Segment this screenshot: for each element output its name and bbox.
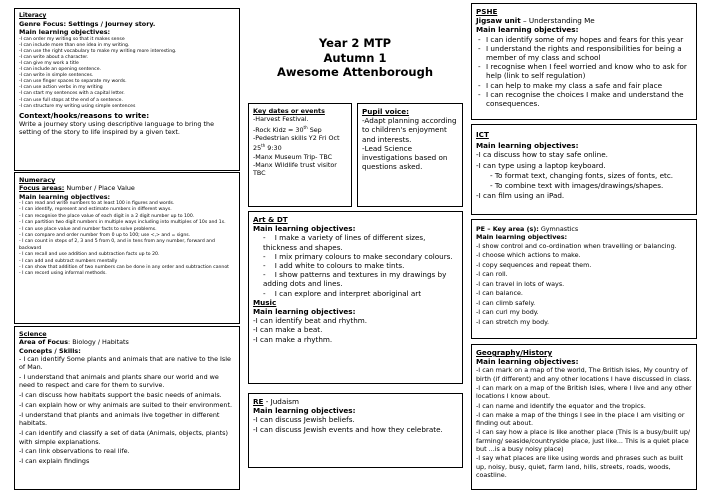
pshe-objective: - I recognise when I feel worried and know who to ask for help (link to self regulation) — [478, 62, 687, 81]
literacy-objective: -I can order my writing so that it makes sense — [19, 36, 125, 42]
numeracy-box — [14, 172, 240, 324]
pshe-objective: - I understand the rights and responsibilities for being a member of my class and school — [478, 43, 682, 63]
literacy-heading: Literacy — [19, 12, 47, 19]
art-heading: Art & DT — [253, 215, 288, 224]
geography-objective: -I can make a map of the things I see in the place I am visiting or finding out about. — [476, 410, 685, 428]
ict-heading: ICT — [476, 130, 489, 139]
pe-heading-suffix: Gymnastics — [538, 225, 579, 233]
numeracy-objective: - I can read and write numbers to at least 100 in figures and words. — [19, 200, 175, 206]
art-objective: - I add white to colours to make tints. — [263, 261, 405, 271]
science-heading: Science — [19, 330, 47, 338]
title-term: Autumn 1 — [323, 50, 387, 65]
re-heading-suffix: - Judaism — [263, 397, 300, 406]
pe-heading: PE – Key area (s): — [476, 225, 539, 233]
re-objective: -I can discuss Jewish events and how they celebrate. — [253, 424, 443, 434]
pe-objective: -I can balance. — [476, 289, 523, 298]
ict-objective: -I can film using an iPad. — [476, 191, 565, 201]
art-objective: - I can explore and interpret aboriginal art — [263, 288, 422, 298]
ict-objective: - To combine text with images/drawings/shapes. — [490, 181, 664, 191]
science-box — [14, 326, 240, 490]
geography-objective: -I can name and identify the equator and the tropics. — [476, 401, 646, 410]
numeracy-objective: - I can use place value and number facts to solve problems. — [19, 226, 157, 232]
geography-objective: -I can mark on a map of the British Isles, where I live and any other locations I know about. — [476, 384, 692, 401]
ict-objective: -I can type using a laptop keyboard. — [476, 160, 606, 170]
literacy-objective: -I can start my sentences with a capital letter. — [19, 91, 125, 97]
literacy-objective: -I can use finger spaces to separate my words. — [19, 79, 127, 85]
pe-objective: -I can stretch my body. — [476, 317, 550, 326]
pe-box — [471, 219, 697, 339]
numeracy-objective: - I can recall and use addition and subtraction facts up to 20. — [19, 252, 160, 258]
science-objective: -I can explain findings — [19, 457, 90, 466]
literacy-genre: Genre Focus: Settings / Journey story. — [19, 20, 156, 28]
science-objective: -I can link observations to real life. — [19, 447, 130, 456]
art-objectives-heading: Main learning objectives: — [253, 224, 356, 234]
art-objective: - I make a variety of lines of different sizes, thickness and shapes. — [263, 233, 426, 252]
pshe-unit-label: Jigsaw unit — [476, 16, 521, 26]
science-area-value: : Biology / Habitats — [68, 338, 129, 347]
pe-objective: -I can roll. — [476, 270, 508, 279]
science-objective: - I can identify Some plants and animals that are native to the Isle of Man. — [19, 354, 231, 372]
music-heading: Music — [253, 297, 277, 307]
numeracy-objective: - I can recognise the place value of each digit in a 2 digit number up to 100. — [19, 213, 195, 219]
pshe-heading: PSHE — [476, 7, 498, 16]
music-objective: -I can make a rhythm. — [253, 334, 333, 344]
literacy-context-text: Write a journey story using descriptive language to bring the setting of the story to life inspired by a given text. — [19, 119, 215, 137]
title-year: Year 2 MTP — [318, 36, 392, 50]
science-objective: - I understand that animals and plants share our world and we need to respect and care for them to survive. — [19, 373, 219, 390]
pupil-voice-heading: Pupil voice: — [362, 107, 410, 116]
pupil-voice-box — [357, 103, 463, 207]
numeracy-objective: - I can record using informal methods. — [19, 271, 107, 277]
numeracy-objective: - I can count in steps of 2, 3 and 5 from 0, and in tens from any number, forward and backward — [19, 239, 215, 251]
geography-objective: -I say what places are like using words and phrases such as built up, noisy, busy, quiet, farm land, hills, streets, roads, woods, coastline. — [476, 454, 684, 479]
literacy-objective: -I can write about a character. — [19, 54, 89, 60]
art-objective: - I mix primary colours to make secondary colours. — [263, 251, 453, 261]
re-heading: RE — [253, 397, 264, 406]
dates-item: -Harvest Festival. -Rock Kidz = 30th Sep -Pedestrian skills Y2 Fri Oct 25th 9:30 -Manx Museum Trip- TBC -Manx Wildlife trust visitor TBC — [253, 115, 340, 178]
pshe-objective: - I can help to make my class a safe and fair place — [478, 80, 662, 90]
numeracy-objective: - I can show that addition of two numbers can be done in any order and subtraction cannot — [19, 264, 229, 270]
science-objective: -I can identify and classify a set of data (Animals, objects, plants) with simple explanations. — [19, 429, 228, 446]
pe-objective: -I can curl my body. — [476, 308, 539, 317]
art-objective: - I show patterns and textures in my drawings by adding dots and lines. — [263, 270, 447, 289]
pshe-objective: - I can recognise the choices I make and understand the consequences. — [478, 89, 684, 109]
re-objective: -I can discuss Jewish beliefs. — [253, 415, 355, 425]
music-objective: -I can identify beat and rhythm. — [253, 316, 368, 326]
literacy-objective: -I can structure my writing using simple sentences — [19, 103, 136, 109]
geography-heading: Geography/History — [476, 348, 553, 357]
ict-objective: -I ca discuss how to stay safe online. — [476, 150, 608, 160]
literacy-box — [14, 8, 240, 171]
pupil-voice-item: -Adapt planning according to children's enjoyment and interests. — [362, 116, 457, 144]
literacy-objective: -I can include more than one idea in my writing. — [19, 42, 130, 48]
numeracy-objective: - I can add and subtract numbers mentally — [19, 258, 118, 264]
geography-objectives-heading: Main learning objectives: — [476, 357, 579, 367]
literacy-objective: -I can give my work a title — [19, 60, 79, 66]
pshe-objective: - I can identify some of my hopes and fears for this year — [478, 34, 684, 44]
literacy-objective: -I can include an opening sentence. — [19, 67, 101, 73]
pe-objectives-heading: Main learning objectives: — [476, 233, 568, 242]
geography-objective: -I can say how a place is like another place (This is a busy/built up/ farming/ seaside/countryside place, just like... This is a quiet place but ...is a busy noisy place) — [476, 428, 691, 454]
dates-heading: Key dates or events — [253, 107, 325, 115]
literacy-objective: -I can use the right vocabulary to make my writing more interesting. — [19, 48, 177, 54]
numeracy-objective: - I can partition two digit numbers in multiple ways including into multiples of 10s and 1s. — [19, 220, 226, 226]
pe-objective: -I can travel in lots of ways. — [476, 279, 565, 288]
dates-box — [248, 103, 352, 207]
pshe-objectives-heading: Main learning objectives: — [476, 25, 579, 35]
geography-box — [471, 344, 697, 490]
literacy-objectives-heading: Main learning objectives: — [19, 28, 111, 37]
literacy-context-heading: Context/hooks/reasons to write: — [19, 110, 150, 120]
literacy-objective: -I can write in simple sentences. — [19, 73, 94, 79]
science-objective: -I can discuss how habitats support the basic needs of animals. — [19, 391, 222, 400]
ict-objective: - To format text, changing fonts, sizes of fonts, etc. — [490, 170, 674, 180]
numeracy-focus-value: Number / Place Value — [64, 184, 135, 193]
numeracy-objective: - I can compare and order number from 0 up to 100; use <,> and = signs. — [19, 232, 191, 238]
numeracy-focus-label: Focus areas: — [19, 184, 65, 193]
music-objective: -I can make a beat. — [253, 325, 323, 335]
re-objectives-heading: Main learning objectives: — [253, 406, 356, 416]
title-topic: Awesome Attenborough — [276, 65, 434, 79]
geography-objective: -I can mark on a map of the world, The British Isles, My country of birth (if different) and any other locations I have discussed in class. — [476, 366, 692, 383]
ict-box — [471, 124, 697, 215]
science-objective: -I can explain how or why animals are suited to their environment. — [19, 401, 232, 410]
art-box — [248, 211, 463, 384]
science-objective: -I understand that plants and animals live together in different habitats. — [19, 411, 220, 428]
ict-objectives-heading: Main learning objectives: — [476, 141, 579, 151]
numeracy-objectives-heading: Main learning objectives: — [19, 192, 111, 201]
science-area-label: Area of Focus — [19, 338, 69, 347]
re-box — [248, 393, 463, 468]
pe-objective: -I copy sequences and repeat them. — [476, 260, 592, 269]
literacy-objective: -I can use action verbs in my writing — [19, 85, 103, 91]
music-objectives-heading: Main learning objectives: — [253, 307, 356, 317]
pupil-voice-item: -Lead Science investigations based on questions asked. — [362, 143, 448, 172]
pshe-unit-value: – Understanding Me — [520, 16, 595, 26]
science-concepts: Concepts / Skills: — [19, 346, 81, 355]
pe-objective: -I can climb safely. — [476, 298, 536, 307]
plan-title — [252, 20, 458, 90]
pshe-box — [471, 3, 697, 120]
numeracy-objective: - I can identify, represent and estimate numbers in different ways. — [19, 207, 172, 213]
pe-objective: -I choose which actions to make. — [476, 251, 581, 260]
numeracy-heading: Numeracy — [19, 176, 56, 184]
pe-objective: -I show control and co-ordination when travelling or balancing. — [476, 241, 677, 250]
literacy-objective: -I can use full stops at the end of a sentence. — [19, 97, 123, 103]
